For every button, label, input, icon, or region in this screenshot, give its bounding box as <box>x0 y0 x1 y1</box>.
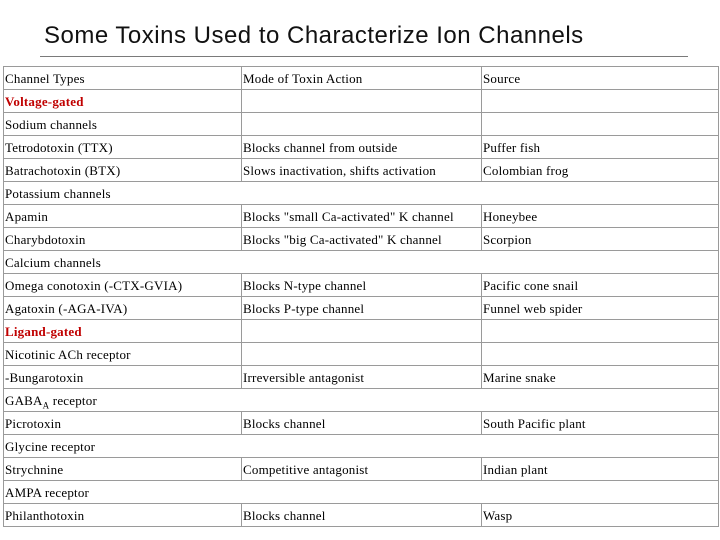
toxin-source: Indian plant <box>483 462 548 477</box>
table-header-row <box>4 67 718 90</box>
empty-cell <box>482 320 718 342</box>
toxin-source: Honeybee <box>483 209 538 224</box>
table-row-subgroup-ampa <box>4 481 718 504</box>
table-row-subgroup-glycine <box>4 435 718 458</box>
subgroup-label: Potassium channels <box>5 186 111 201</box>
toxin-source: Pacific cone snail <box>483 278 579 293</box>
toxin-action: Blocks channel <box>242 412 482 434</box>
table-row-group-ligand-gated <box>4 320 718 343</box>
empty-cell <box>482 113 718 135</box>
slide-title: Some Toxins Used to Characterize Ion Channels <box>44 22 584 49</box>
toxin-source: Marine snake <box>483 370 556 385</box>
empty-cell <box>482 90 718 112</box>
table-row-subgroup-gaba <box>4 389 718 412</box>
table-row-group-voltage-gated <box>4 90 718 113</box>
toxin-action: Blocks P-type channel <box>242 297 482 319</box>
toxin-action: Blocks N-type channel <box>242 274 482 296</box>
toxin-name: Omega conotoxin (-CTX-GVIA) <box>4 274 242 296</box>
table-row-subgroup-potassium <box>4 182 718 205</box>
toxin-action: Blocks channel <box>242 504 482 526</box>
toxin-source: Scorpion <box>483 232 532 247</box>
table-row-subgroup-nicotinic <box>4 343 718 366</box>
title-underline <box>40 56 688 57</box>
toxin-source: South Pacific plant <box>483 416 586 431</box>
subgroup-label-rest: receptor <box>49 393 97 408</box>
toxin-action: Blocks "small Ca-activated" K channel <box>242 205 482 227</box>
header-channel-types: Channel Types <box>4 67 242 89</box>
toxin-action: Irreversible antagonist <box>242 366 482 388</box>
toxin-name: Picrotoxin <box>4 412 242 434</box>
table-row-subgroup-sodium <box>4 113 718 136</box>
toxin-source: Colombian frog <box>483 163 569 178</box>
toxin-name: Strychnine <box>4 458 242 480</box>
subgroup-label-main: GABA <box>5 393 43 408</box>
empty-cell <box>482 343 718 365</box>
toxin-source: Wasp <box>483 508 513 523</box>
toxin-action: Slows inactivation, shifts activation <box>242 159 482 181</box>
group-label: Ligand-gated <box>4 320 242 342</box>
toxin-action: Competitive antagonist <box>242 458 482 480</box>
group-label: Voltage-gated <box>4 90 242 112</box>
table-row <box>4 366 718 389</box>
table-row <box>4 297 718 320</box>
table-row <box>4 159 718 182</box>
toxin-action: Blocks "big Ca-activated" K channel <box>242 228 482 250</box>
toxin-name: Philanthotoxin <box>4 504 242 526</box>
toxin-table <box>3 66 719 527</box>
subgroup-label <box>4 389 718 411</box>
toxin-action: Blocks channel from outside <box>242 136 482 158</box>
table-row <box>4 274 718 297</box>
table-row <box>4 228 718 251</box>
header-source: Source <box>483 71 521 86</box>
toxin-name: -Bungarotoxin <box>4 366 242 388</box>
table-row <box>4 412 718 435</box>
empty-cell <box>242 90 482 112</box>
empty-cell <box>242 113 482 135</box>
subgroup-label: Nicotinic ACh receptor <box>4 343 242 365</box>
subgroup-label: Glycine receptor <box>5 439 96 454</box>
table-row <box>4 504 718 527</box>
empty-cell <box>242 320 482 342</box>
subgroup-label-subscript: A <box>42 400 50 411</box>
toxin-name: Charybdotoxin <box>4 228 242 250</box>
table-row <box>4 205 718 228</box>
toxin-source: Puffer fish <box>483 140 541 155</box>
empty-cell <box>242 343 482 365</box>
toxin-name: Apamin <box>4 205 242 227</box>
table-row <box>4 458 718 481</box>
toxin-name: Tetrodotoxin (TTX) <box>4 136 242 158</box>
subgroup-label: Calcium channels <box>5 255 101 270</box>
header-mode-of-action: Mode of Toxin Action <box>242 67 482 89</box>
subgroup-label: Sodium channels <box>4 113 242 135</box>
table-row <box>4 136 718 159</box>
toxin-source: Funnel web spider <box>483 301 583 316</box>
toxin-name: Batrachotoxin (BTX) <box>4 159 242 181</box>
toxin-name: Agatoxin (-AGA-IVA) <box>4 297 242 319</box>
subgroup-label: AMPA receptor <box>5 485 90 500</box>
table-row-subgroup-calcium <box>4 251 718 274</box>
